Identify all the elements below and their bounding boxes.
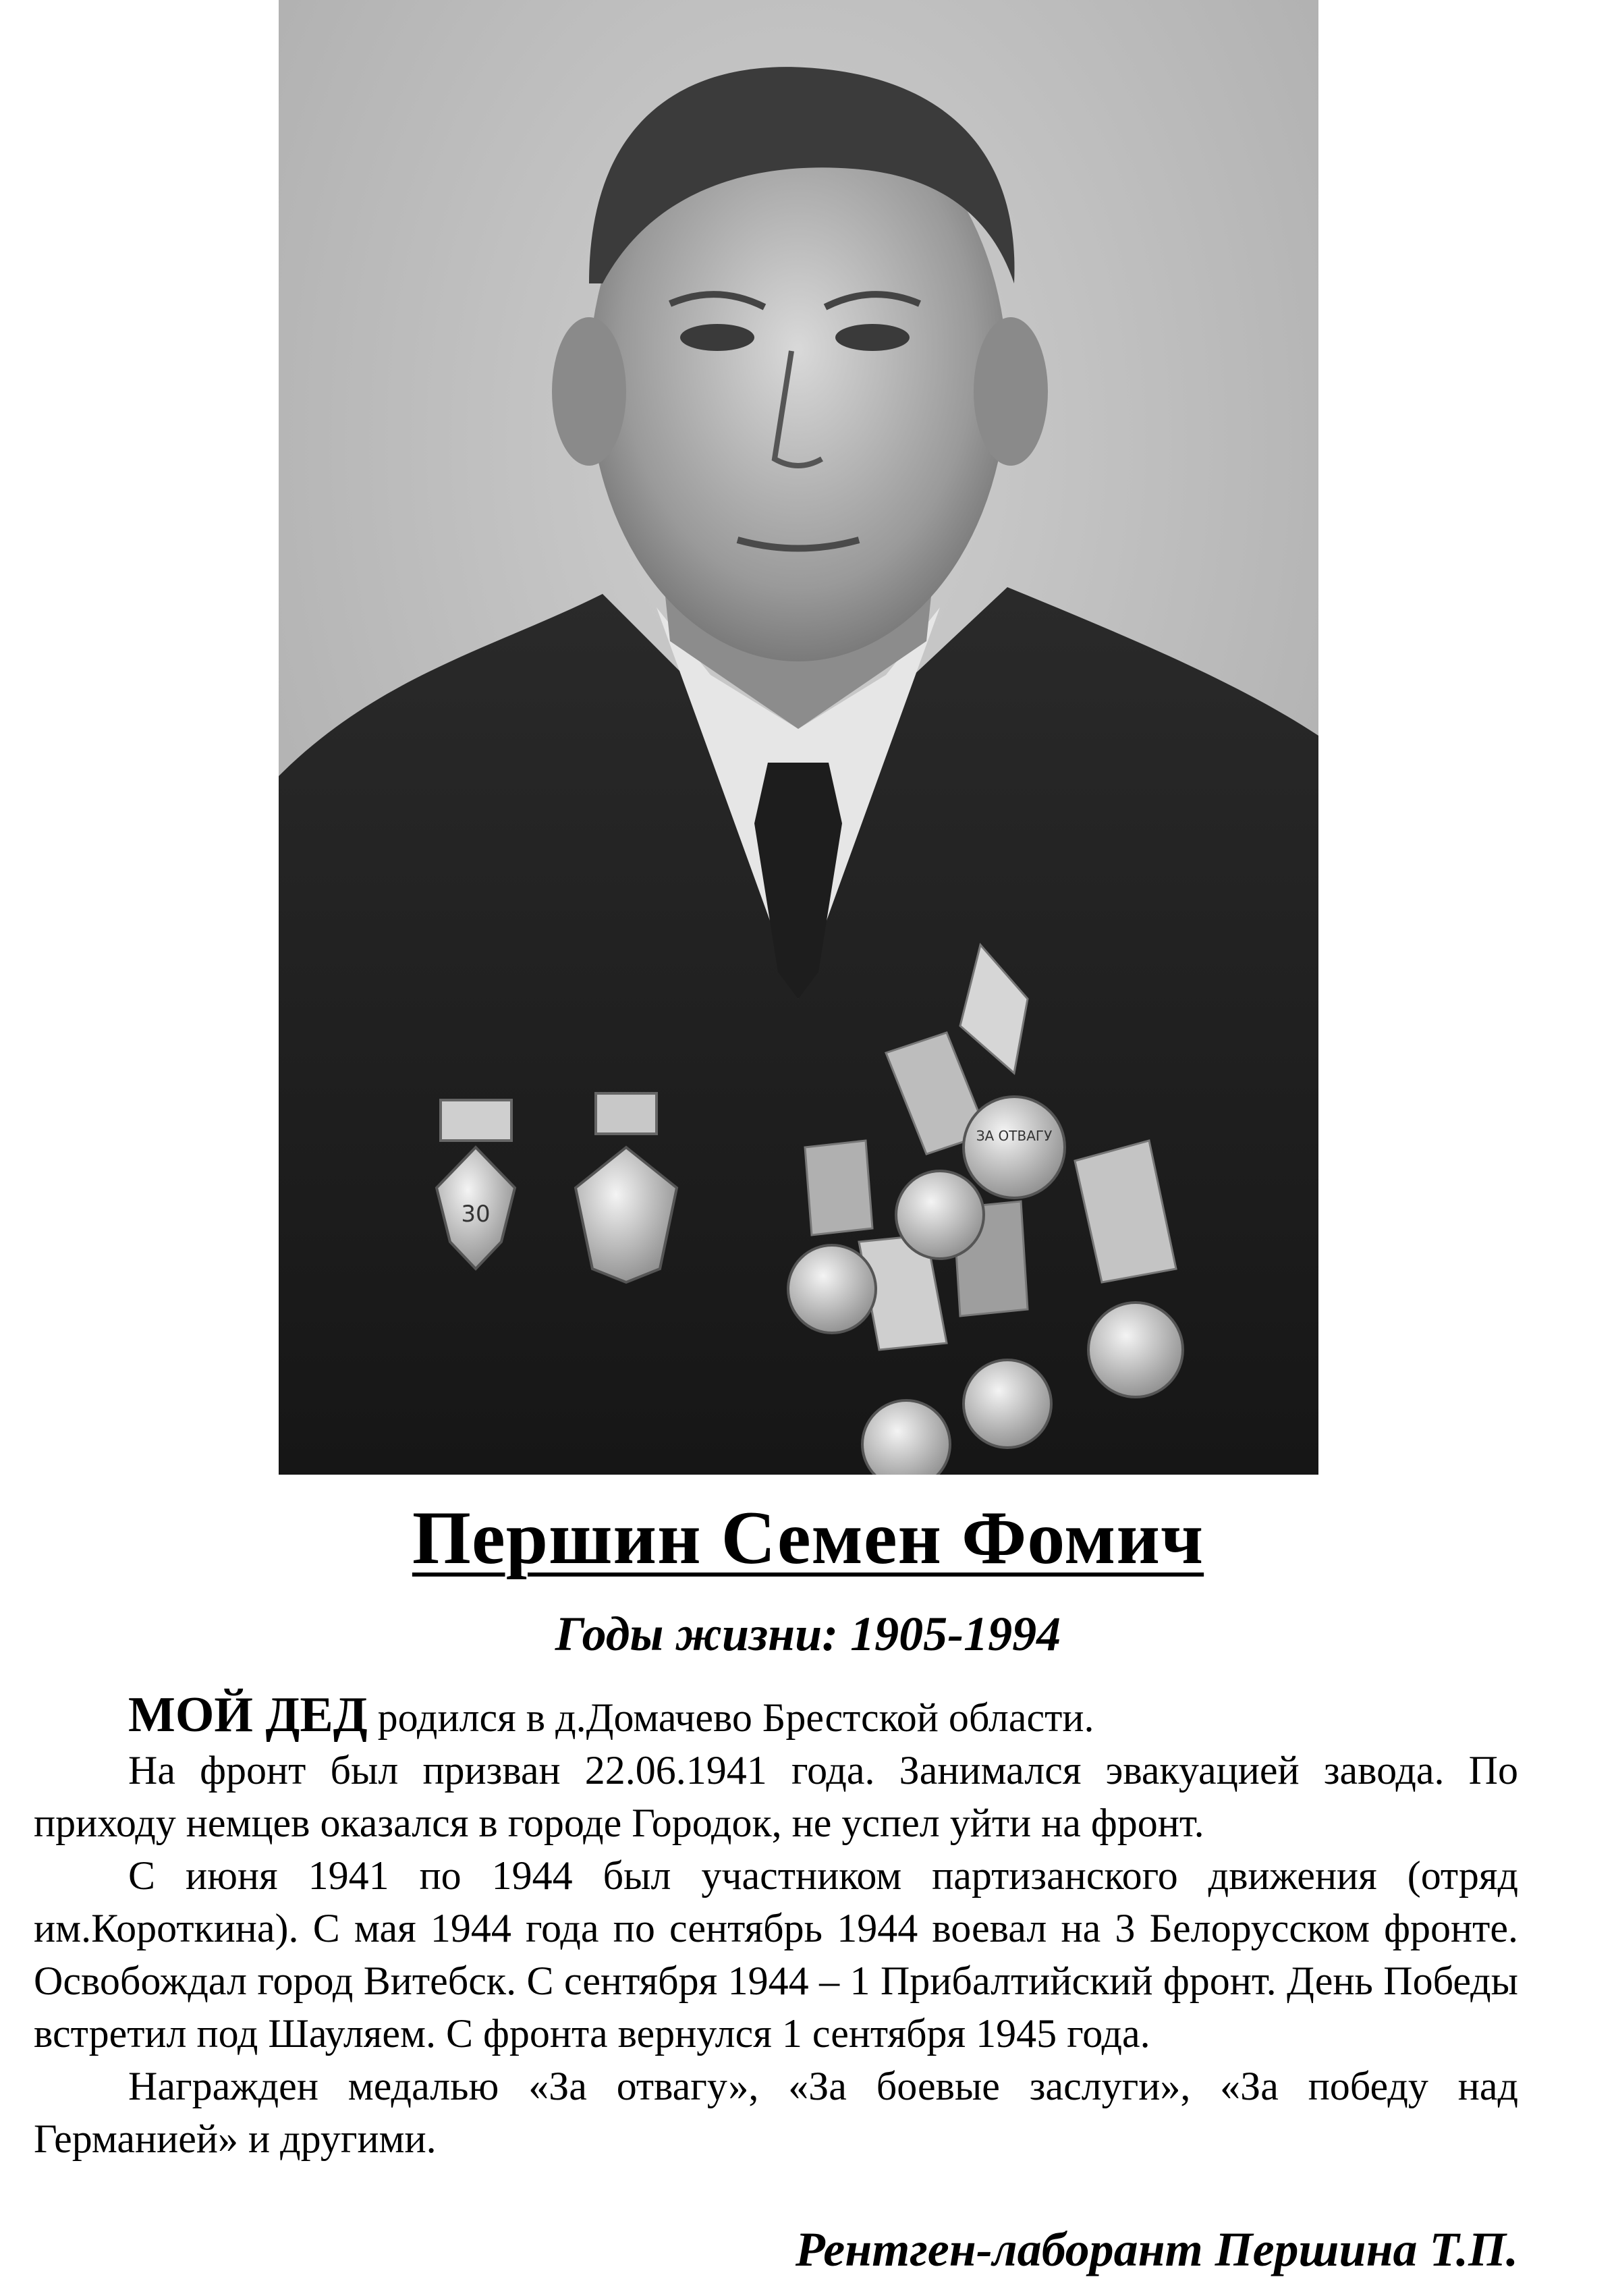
bio-lead-text: родился в д.Домачево Брестской области. xyxy=(367,1695,1094,1740)
person-name: Першин Семен Фомич xyxy=(412,1496,1204,1580)
bio-paragraph: Награжден медалью «За отвагу», «За боевые заслуги», «За победу над Германией» и другими. xyxy=(34,2064,1518,2161)
bio-lead xyxy=(34,1689,1518,1744)
life-years: Годы жизни: 1905-1994 xyxy=(555,1607,1061,1661)
medal-order-star xyxy=(862,1400,950,1475)
portrait-image xyxy=(279,0,1318,1475)
medal-for-courage xyxy=(964,1097,1065,1198)
bio-lead-bold: МОЙ ДЕД xyxy=(128,1687,368,1743)
svg-text:ЗА ОТВАГУ: ЗА ОТВАГУ xyxy=(976,1128,1053,1144)
bio-paragraph: С июня 1941 по 1944 был участником партизанского движения (отряд им.Короткина). С мая 1944 года по сентябрь 1944 воевал на 3 Белорусском фронте. Освобождал город Витебск. С сентября 1944 – 1 Прибалтийский фронт. День Победы встретил под Шауляем. С фронта вернулся 1 сентября 1945 года. xyxy=(34,1853,1518,2056)
bio-paragraph: На фронт был призван 22.06.1941 года. Занимался эвакуацией завода. По приходу немцев оказался в городе Городок, не успел уйти на фронт. xyxy=(34,1748,1518,1845)
portrait-photo xyxy=(279,0,1318,1475)
medal-battle-merit xyxy=(896,1171,984,1259)
svg-text:30: 30 xyxy=(461,1201,491,1228)
medal-jubilee xyxy=(964,1360,1051,1448)
biography xyxy=(34,1689,1518,2165)
medal-victory-germany xyxy=(1088,1303,1183,1397)
signature: Рентген-лаборант Першина Т.П. xyxy=(795,2222,1518,2276)
medal-stalin xyxy=(788,1245,876,1333)
